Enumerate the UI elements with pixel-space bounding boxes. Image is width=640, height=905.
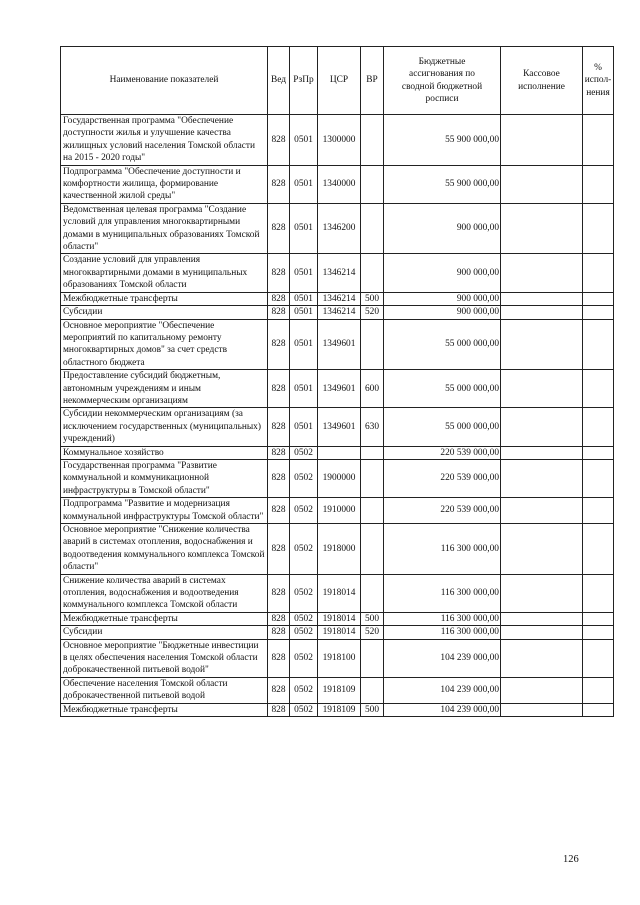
- row-rzpr: 0501: [290, 408, 318, 446]
- row-rzpr: 0501: [290, 115, 318, 166]
- table-row: [61, 370, 614, 408]
- row-cash: [501, 254, 583, 292]
- row-percent: [583, 408, 614, 446]
- row-budget: 220 539 000,00: [384, 459, 501, 497]
- row-ved: 828: [268, 165, 290, 203]
- row-csr: 1346214: [318, 292, 361, 305]
- table-row: [61, 612, 614, 625]
- header-rzpr: РзПр: [290, 47, 318, 115]
- row-budget: 104 239 000,00: [384, 703, 501, 716]
- row-ved: 828: [268, 306, 290, 319]
- table-row: [61, 626, 614, 639]
- row-vr: [361, 446, 384, 459]
- row-cash: [501, 165, 583, 203]
- row-name: Субсидии: [61, 306, 268, 319]
- row-vr: 630: [361, 408, 384, 446]
- row-csr: 1910000: [318, 498, 361, 524]
- row-ved: 828: [268, 524, 290, 575]
- row-ved: 828: [268, 370, 290, 408]
- row-ved: 828: [268, 254, 290, 292]
- row-vr: 500: [361, 292, 384, 305]
- row-rzpr: 0502: [290, 446, 318, 459]
- row-rzpr: 0501: [290, 370, 318, 408]
- row-csr: 1340000: [318, 165, 361, 203]
- row-cash: [501, 612, 583, 625]
- row-name: Ведомственная целевая программа "Создание условий для управления многоквартирными домами в муниципальных образованиях Томской области": [61, 203, 268, 254]
- row-percent: [583, 639, 614, 677]
- row-ved: 828: [268, 319, 290, 370]
- row-vr: [361, 115, 384, 166]
- row-percent: [583, 165, 614, 203]
- row-percent: [583, 446, 614, 459]
- row-budget: 116 300 000,00: [384, 626, 501, 639]
- row-vr: [361, 574, 384, 612]
- row-ved: 828: [268, 639, 290, 677]
- row-csr: 1346214: [318, 254, 361, 292]
- row-vr: [361, 165, 384, 203]
- row-cash: [501, 498, 583, 524]
- table-row: [61, 459, 614, 497]
- row-vr: 520: [361, 626, 384, 639]
- row-vr: 520: [361, 306, 384, 319]
- row-name: Предоставление субсидий бюджетным, автономным учреждениям и иным некоммерческим организациям: [61, 370, 268, 408]
- row-rzpr: 0502: [290, 612, 318, 625]
- row-csr: 1900000: [318, 459, 361, 497]
- row-percent: [583, 524, 614, 575]
- row-percent: [583, 677, 614, 703]
- row-ved: 828: [268, 574, 290, 612]
- row-rzpr: 0501: [290, 254, 318, 292]
- table-header-row: [61, 47, 614, 115]
- header-budget: Бюджетные ассигнования по сводной бюджетной росписи: [384, 47, 501, 115]
- row-budget: 116 300 000,00: [384, 574, 501, 612]
- row-percent: [583, 498, 614, 524]
- row-rzpr: 0501: [290, 292, 318, 305]
- row-csr: 1918014: [318, 626, 361, 639]
- row-cash: [501, 115, 583, 166]
- row-cash: [501, 446, 583, 459]
- row-budget: 900 000,00: [384, 306, 501, 319]
- row-vr: [361, 639, 384, 677]
- row-name: Коммунальное хозяйство: [61, 446, 268, 459]
- row-vr: [361, 524, 384, 575]
- row-csr: 1349601: [318, 408, 361, 446]
- table-row: [61, 498, 614, 524]
- row-name: Основное мероприятие "Бюджетные инвестиции в целях обеспечения населения Томской области доброкачественной питьевой водой": [61, 639, 268, 677]
- row-rzpr: 0501: [290, 319, 318, 370]
- row-csr: 1346200: [318, 203, 361, 254]
- row-ved: 828: [268, 459, 290, 497]
- row-rzpr: 0501: [290, 306, 318, 319]
- row-csr: 1918014: [318, 612, 361, 625]
- row-ved: 828: [268, 498, 290, 524]
- row-csr: 1918014: [318, 574, 361, 612]
- row-budget: 900 000,00: [384, 254, 501, 292]
- row-name: Создание условий для управления многоквартирными домами в муниципальных образованиях Томской области: [61, 254, 268, 292]
- row-percent: [583, 703, 614, 716]
- header-csr: ЦСР: [318, 47, 361, 115]
- row-budget: 900 000,00: [384, 203, 501, 254]
- row-cash: [501, 319, 583, 370]
- row-budget: 220 539 000,00: [384, 446, 501, 459]
- row-ved: 828: [268, 292, 290, 305]
- row-rzpr: 0502: [290, 498, 318, 524]
- row-budget: 116 300 000,00: [384, 524, 501, 575]
- header-percent: % испол-нения: [583, 47, 614, 115]
- row-csr: [318, 446, 361, 459]
- row-budget: 900 000,00: [384, 292, 501, 305]
- budget-table: [60, 46, 614, 717]
- row-budget: 220 539 000,00: [384, 498, 501, 524]
- row-rzpr: 0502: [290, 574, 318, 612]
- row-csr: 1918100: [318, 639, 361, 677]
- row-csr: 1918000: [318, 524, 361, 575]
- table-row: [61, 254, 614, 292]
- row-budget: 55 900 000,00: [384, 165, 501, 203]
- table-body: [61, 115, 614, 717]
- row-percent: [583, 292, 614, 305]
- row-name: Снижение количества аварий в системах отопления, водоснабжения и водоотведения коммунального комплекса Томской области: [61, 574, 268, 612]
- row-cash: [501, 524, 583, 575]
- row-vr: [361, 319, 384, 370]
- table-row: [61, 165, 614, 203]
- row-percent: [583, 115, 614, 166]
- row-budget: 104 239 000,00: [384, 639, 501, 677]
- row-percent: [583, 626, 614, 639]
- table-row: [61, 203, 614, 254]
- row-budget: 55 000 000,00: [384, 370, 501, 408]
- row-cash: [501, 574, 583, 612]
- table-row: [61, 524, 614, 575]
- row-vr: [361, 459, 384, 497]
- row-budget: 55 900 000,00: [384, 115, 501, 166]
- row-rzpr: 0502: [290, 459, 318, 497]
- row-cash: [501, 459, 583, 497]
- table-row: [61, 115, 614, 166]
- row-percent: [583, 459, 614, 497]
- row-rzpr: 0502: [290, 677, 318, 703]
- row-rzpr: 0502: [290, 524, 318, 575]
- row-name: Подпрограмма "Обеспечение доступности и комфортности жилища, формирование качественной жилой среды": [61, 165, 268, 203]
- row-vr: [361, 498, 384, 524]
- table-row: [61, 319, 614, 370]
- row-ved: 828: [268, 446, 290, 459]
- row-name: Межбюджетные трансферты: [61, 612, 268, 625]
- header-name: Наименование показателей: [61, 47, 268, 115]
- row-name: Субсидии некоммерческим организациям (за исключением государственных (муниципальных) учреждений): [61, 408, 268, 446]
- row-cash: [501, 292, 583, 305]
- row-budget: 104 239 000,00: [384, 677, 501, 703]
- row-vr: [361, 203, 384, 254]
- row-name: Государственная программа "Обеспечение доступности жилья и улучшение качества жилищных условий населения Томской области на 2015 - 2020 годы": [61, 115, 268, 166]
- row-ved: 828: [268, 626, 290, 639]
- row-cash: [501, 677, 583, 703]
- row-cash: [501, 703, 583, 716]
- row-budget: 116 300 000,00: [384, 612, 501, 625]
- row-budget: 55 000 000,00: [384, 408, 501, 446]
- header-ved: Вед: [268, 47, 290, 115]
- row-csr: 1349601: [318, 370, 361, 408]
- row-rzpr: 0502: [290, 703, 318, 716]
- row-cash: [501, 203, 583, 254]
- row-vr: 500: [361, 703, 384, 716]
- row-ved: 828: [268, 408, 290, 446]
- row-rzpr: 0502: [290, 639, 318, 677]
- row-rzpr: 0502: [290, 626, 318, 639]
- row-cash: [501, 306, 583, 319]
- row-ved: 828: [268, 677, 290, 703]
- row-cash: [501, 408, 583, 446]
- row-csr: 1918109: [318, 677, 361, 703]
- table-row: [61, 677, 614, 703]
- table-row: [61, 292, 614, 305]
- row-name: Межбюджетные трансферты: [61, 703, 268, 716]
- row-name: Обеспечение населения Томской области доброкачественной питьевой водой: [61, 677, 268, 703]
- table-row: [61, 574, 614, 612]
- row-csr: 1349601: [318, 319, 361, 370]
- header-cash: Кассовое исполнение: [501, 47, 583, 115]
- row-cash: [501, 370, 583, 408]
- row-vr: 600: [361, 370, 384, 408]
- row-cash: [501, 639, 583, 677]
- row-name: Основное мероприятие "Обеспечение мероприятий по капитальному ремонту многоквартирных домов" за счет средств областного бюджета: [61, 319, 268, 370]
- row-percent: [583, 306, 614, 319]
- header-vr: ВР: [361, 47, 384, 115]
- table-row: [61, 408, 614, 446]
- row-rzpr: 0501: [290, 165, 318, 203]
- row-budget: 55 000 000,00: [384, 319, 501, 370]
- row-name: Субсидии: [61, 626, 268, 639]
- row-vr: 500: [361, 612, 384, 625]
- row-name: Межбюджетные трансферты: [61, 292, 268, 305]
- table-row: [61, 703, 614, 716]
- row-percent: [583, 319, 614, 370]
- row-ved: 828: [268, 203, 290, 254]
- row-percent: [583, 254, 614, 292]
- row-ved: 828: [268, 703, 290, 716]
- row-csr: 1300000: [318, 115, 361, 166]
- table-row: [61, 306, 614, 319]
- row-name: Государственная программа "Развитие коммунальной и коммуникационной инфраструктуры в Томской области": [61, 459, 268, 497]
- row-percent: [583, 203, 614, 254]
- row-vr: [361, 254, 384, 292]
- row-rzpr: 0501: [290, 203, 318, 254]
- table-row: [61, 639, 614, 677]
- row-csr: 1346214: [318, 306, 361, 319]
- row-cash: [501, 626, 583, 639]
- row-name: Основное мероприятие "Снижение количества аварий в системах отопления, водоснабжения и водоотведения коммунального комплекса Томской области": [61, 524, 268, 575]
- table-row: [61, 446, 614, 459]
- row-ved: 828: [268, 115, 290, 166]
- row-percent: [583, 612, 614, 625]
- row-percent: [583, 574, 614, 612]
- page-number: 126: [563, 854, 579, 865]
- row-ved: 828: [268, 612, 290, 625]
- row-name: Подпрограмма "Развитие и модернизация коммунальной инфраструктуры Томской области": [61, 498, 268, 524]
- row-percent: [583, 370, 614, 408]
- row-vr: [361, 677, 384, 703]
- row-csr: 1918109: [318, 703, 361, 716]
